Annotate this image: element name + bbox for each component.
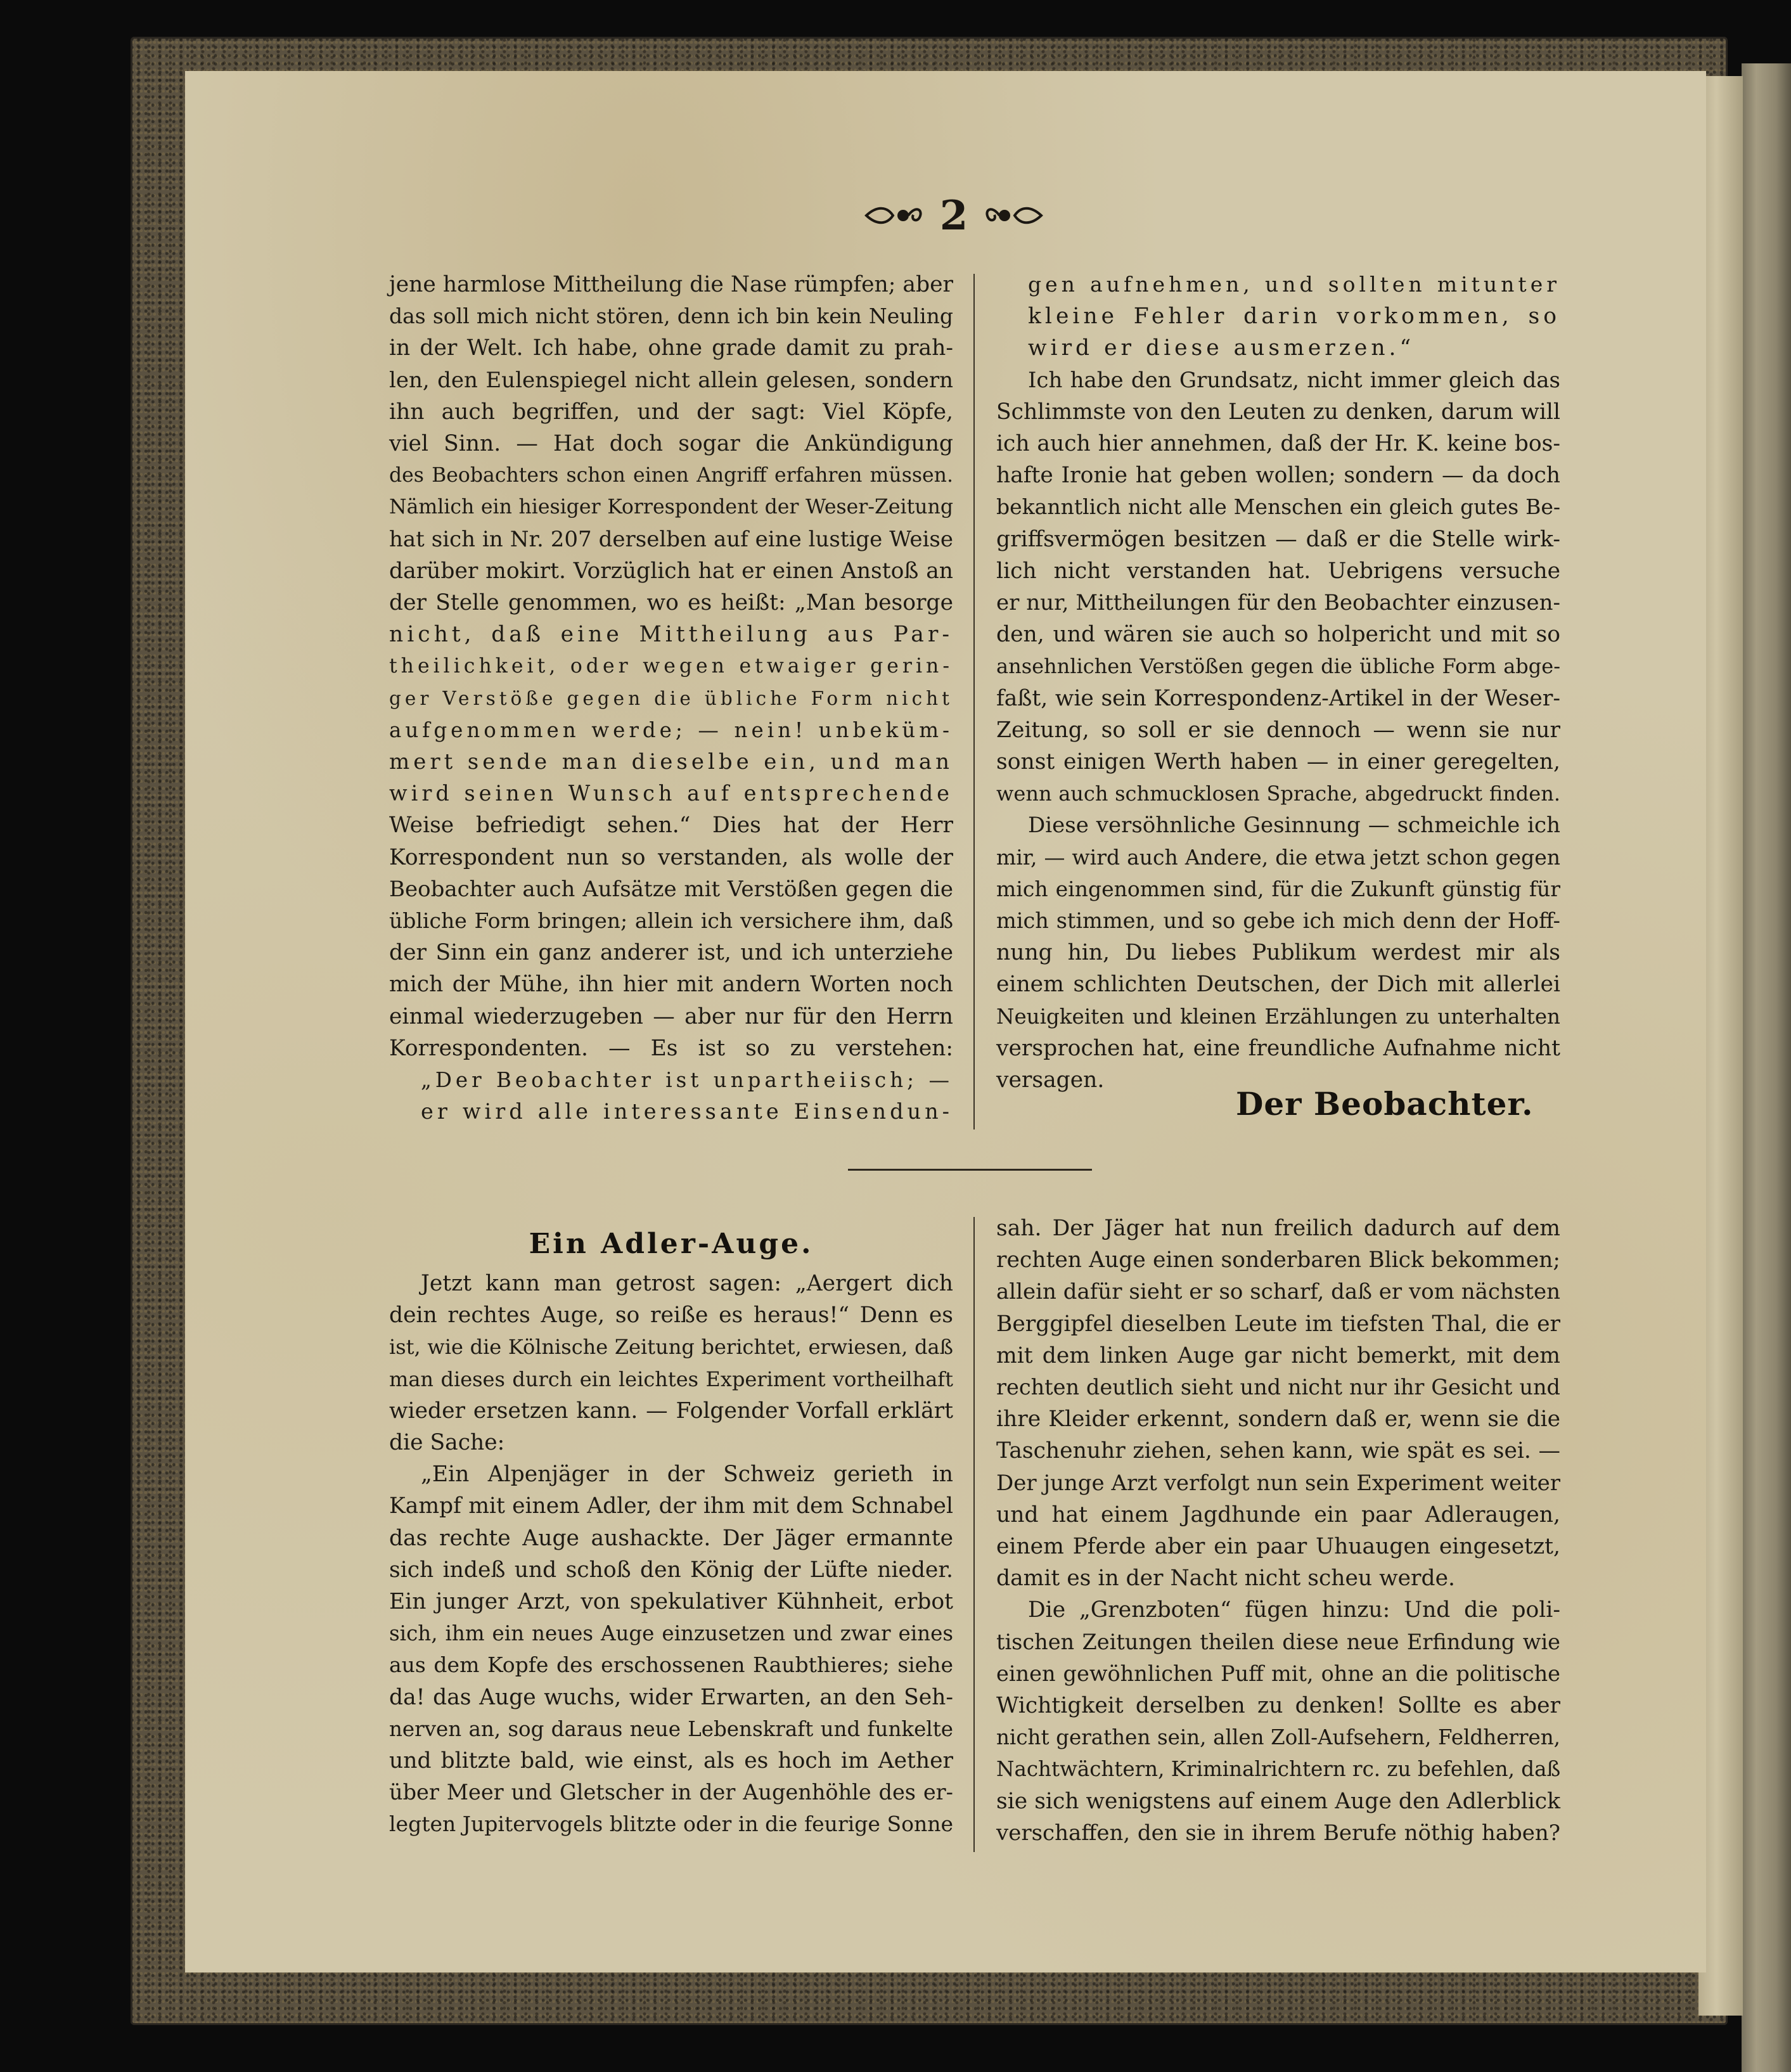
text-line: ihre Kleider erkennt, sondern daß er, wenn sie die bbox=[996, 1406, 1560, 1432]
text-line: einem Pferde aber ein paar Uhuaugen eingesetzt, bbox=[996, 1534, 1560, 1560]
text-line: das rechte Auge aushackte. Der Jäger ermannte bbox=[389, 1525, 953, 1551]
text-line: Kampf mit einem Adler, der ihm mit dem Schnabel bbox=[389, 1493, 953, 1519]
column-divider bbox=[973, 1217, 975, 1852]
text-line: ihn auch begriffen, und der sagt: Viel Köpfe, bbox=[389, 399, 953, 425]
text-line: Zeitung, so soll er sie dennoch — wenn sie nur bbox=[996, 717, 1560, 743]
text-line: und hat einem Jagdhunde ein paar Adleraugen, bbox=[996, 1502, 1560, 1528]
text-line: versagen. bbox=[996, 1067, 1105, 1093]
text-line: rechten Auge einen sonderbaren Blick bekommen; bbox=[996, 1247, 1560, 1273]
text-line: len, den Eulenspiegel nicht allein gelesen, sondern bbox=[389, 367, 953, 393]
top-right-column bbox=[996, 269, 1560, 1096]
text-line: er wird alle interessante Einsendun- bbox=[421, 1099, 953, 1124]
text-line: tischen Zeitungen theilen diese neue Erfindung wie bbox=[996, 1629, 1560, 1654]
text-line: Die „Grenzboten“ fügen hinzu: Und die poli- bbox=[1028, 1597, 1560, 1623]
text-line: nicht gerathen sein, allen Zoll-Aufsehern, Feldherren, bbox=[996, 1725, 1560, 1750]
text-line: theilichkeit, oder wegen etwaiger gerin- bbox=[389, 655, 953, 678]
text-line: ist, wie die Kölnische Zeitung berichtet, erwiesen, daß bbox=[389, 1335, 953, 1360]
text-line: ansehnlichen Verstößen gegen die übliche Form abge- bbox=[996, 654, 1560, 679]
text-line: wird er diese ausmerzen.“ bbox=[1028, 335, 1415, 361]
text-line: ger Verstöße gegen die übliche Form nicht bbox=[389, 687, 953, 709]
text-line: Berggipfel dieselben Leute im tiefsten Thal, die er bbox=[996, 1311, 1560, 1337]
text-line: Der junge Arzt verfolgt nun sein Experiment weiter bbox=[996, 1470, 1560, 1496]
text-line: nerven an, sog daraus neue Lebenskraft und funkelte bbox=[389, 1716, 953, 1741]
text-line: mich eingenommen sind, für die Zukunft günstig für bbox=[996, 876, 1560, 901]
text-line: und blitzte bald, wie einst, als es hoch im Aether bbox=[389, 1748, 953, 1774]
left-ornament-icon bbox=[864, 201, 925, 230]
text-line: mit dem linken Auge gar nicht bemerkt, mit dem bbox=[996, 1342, 1560, 1368]
text-line: Weise befriedigt sehen.“ Dies hat der Herr bbox=[389, 813, 953, 839]
text-line: Schlimmste von den Leuten zu denken, darum will bbox=[996, 399, 1560, 425]
text-line: über Meer und Gletscher in der Augenhöhle des er- bbox=[389, 1780, 953, 1805]
text-line: Neuigkeiten und kleinen Erzählungen zu unterhalten bbox=[996, 1004, 1560, 1029]
text-line: legten Jupitervogels blitzte oder in die feurige Sonne bbox=[389, 1811, 953, 1837]
text-line: sonst einigen Werth haben — in einer geregelten, bbox=[996, 749, 1560, 775]
text-line: sich, ihm ein neues Auge einzusetzen und zwar eines bbox=[389, 1621, 953, 1646]
page-number: 2 bbox=[939, 191, 968, 240]
text-line: nicht, daß eine Mittheilung aus Par- bbox=[389, 622, 953, 648]
text-line: rechten deutlich sieht und nicht nur ihr Gesicht und bbox=[996, 1375, 1560, 1400]
text-line: des Beobachters schon einen Angriff erfahren müssen. bbox=[389, 464, 953, 487]
text-line: darüber mokirt. Vorzüglich hat er einen Anstoß an bbox=[389, 558, 953, 584]
text-line: dein rechtes Auge, so reiße es heraus!“ Denn es bbox=[389, 1303, 953, 1329]
next-page-edge bbox=[1742, 63, 1791, 2072]
text-line: mir, — wird auch Andere, die etwa jetzt schon gegen bbox=[996, 844, 1560, 870]
text-line: sich indeß und schoß den König der Lüfte nieder. bbox=[389, 1557, 953, 1583]
text-line: Ein junger Arzt, von spekulativer Kühnheit, erbot bbox=[389, 1589, 953, 1615]
text-line: hafte Ironie hat geben wollen; sondern — da doch bbox=[996, 463, 1560, 489]
article-right-column bbox=[996, 1213, 1560, 1849]
text-line: das soll mich nicht stören, denn ich bin kein Neuling bbox=[389, 304, 953, 329]
text-line: Korrespondent nun so verstanden, als wolle der bbox=[389, 844, 953, 870]
text-line: sah. Der Jäger hat nun freilich dadurch auf dem bbox=[996, 1216, 1560, 1241]
text-line: „Der Beobachter ist unpartheiisch; — bbox=[421, 1068, 953, 1093]
text-line: er nur, Mittheilungen für den Beobachter einzusen- bbox=[996, 590, 1560, 616]
text-line: aufgenommen werde; — nein! unbeküm- bbox=[389, 717, 953, 742]
text-line: wenn auch schmucklosen Sprache, abgedruckt finden. bbox=[996, 782, 1560, 806]
text-line: Ich habe den Grundsatz, nicht immer gleich das bbox=[1028, 367, 1560, 393]
text-line: mich der Mühe, ihn hier mit andern Worten noch bbox=[389, 972, 953, 998]
article-title: Ein Adler-Auge. bbox=[529, 1228, 814, 1260]
text-line: wieder ersetzen kann. — Folgender Vorfall erklärt bbox=[389, 1398, 953, 1424]
text-line: kleine Fehler darin vorkommen, so bbox=[1028, 304, 1560, 330]
text-line: Jetzt kann man getrost sagen: „Aergert dich bbox=[421, 1271, 953, 1296]
text-line: verschaffen, den sie in ihrem Berufe nöthig haben? bbox=[996, 1820, 1560, 1846]
text-line: Taschenuhr ziehen, sehen kann, wie spät es sei. — bbox=[996, 1438, 1560, 1464]
section-divider bbox=[848, 1169, 1092, 1171]
text-line: einen gewöhnlichen Puff mit, ohne an die politische bbox=[996, 1661, 1560, 1686]
text-line: damit es in der Nacht nicht scheu werde. bbox=[996, 1566, 1456, 1592]
text-line: „Ein Alpenjäger in der Schweiz gerieth in bbox=[421, 1462, 953, 1488]
text-line: mert sende man dieselbe ein, und man bbox=[389, 749, 953, 775]
text-line: in der Welt. Ich habe, ohne grade damit zu prah- bbox=[389, 335, 953, 361]
text-line: viel Sinn. — Hat doch sogar die Ankündigung bbox=[389, 431, 953, 457]
text-line: Wichtigkeit derselben zu denken! Sollte es aber bbox=[996, 1693, 1560, 1719]
text-line: den, und wären sie auch so holpericht und mit so bbox=[996, 622, 1560, 648]
text-line: faßt, wie sein Korrespondenz-Artikel in der Weser- bbox=[996, 685, 1560, 711]
page-header bbox=[859, 190, 1049, 241]
text-line: da! das Auge wuchs, wider Erwarten, an den Seh- bbox=[389, 1684, 953, 1710]
text-line: der Sinn ein ganz anderer ist, und ich unterziehe bbox=[389, 940, 953, 966]
text-line: Beobachter auch Aufsätze mit Verstößen gegen die bbox=[389, 876, 953, 902]
text-line: einmal wiederzugeben — aber nur für den Herrn bbox=[389, 1003, 953, 1029]
text-line: nung hin, Du liebes Publikum werdest mir als bbox=[996, 940, 1560, 966]
text-line: allein dafür sieht er so scharf, daß er vom nächsten bbox=[996, 1279, 1560, 1305]
text-line: ich auch hier annehmen, daß der Hr. K. keine bos- bbox=[996, 431, 1560, 457]
text-line: übliche Form bringen; allein ich versichere ihm, daß bbox=[389, 908, 953, 934]
text-line: einem schlichten Deutschen, der Dich mit allerlei bbox=[996, 972, 1560, 998]
text-line: aus dem Kopfe des erschossenen Raubthieres; siehe bbox=[389, 1652, 953, 1678]
text-line: Korrespondenten. — Es ist so zu verstehen: bbox=[389, 1035, 953, 1061]
signature: Der Beobachter. bbox=[1236, 1085, 1534, 1123]
text-line: mich stimmen, und so gebe ich mich denn der Hoff- bbox=[996, 908, 1560, 934]
right-ornament-icon bbox=[983, 201, 1044, 230]
text-line: gen aufnehmen, und sollten mitunter bbox=[1028, 272, 1560, 297]
text-line: hat sich in Nr. 207 derselben auf eine lustige Weise bbox=[389, 526, 953, 552]
text-line: griffsvermögen besitzen — daß er die Stelle wirk- bbox=[996, 526, 1560, 552]
column-divider bbox=[973, 274, 975, 1129]
text-line: sie sich wenigstens auf einem Auge den Adlerblick bbox=[996, 1788, 1560, 1814]
text-line: wird seinen Wunsch auf entsprechende bbox=[389, 781, 953, 806]
top-left-column bbox=[389, 269, 953, 1128]
text-line: Nämlich ein hiesiger Korrespondent der Weser-Zeitung bbox=[389, 496, 953, 519]
text-line: lich nicht verstanden hat. Uebrigens versuche bbox=[996, 558, 1560, 584]
text-line: Nachtwächtern, Kriminalrichtern rc. zu befehlen, daß bbox=[996, 1757, 1561, 1782]
text-line: man dieses durch ein leichtes Experiment vortheilhaft bbox=[389, 1367, 953, 1391]
text-line: Diese versöhnliche Gesinnung — schmeichle ich bbox=[1028, 813, 1560, 839]
text-line: jene harmlose Mittheilung die Nase rümpfen; aber bbox=[389, 272, 953, 297]
text-line: die Sache: bbox=[389, 1430, 505, 1456]
text-line: bekanntlich nicht alle Menschen ein gleich gutes Be- bbox=[996, 494, 1560, 520]
text-line: versprochen hat, eine freundliche Aufnahme nicht bbox=[996, 1035, 1560, 1061]
text-line: der Stelle genommen, wo es heißt: „Man besorge bbox=[389, 590, 953, 616]
article-left-column bbox=[389, 1268, 953, 1841]
